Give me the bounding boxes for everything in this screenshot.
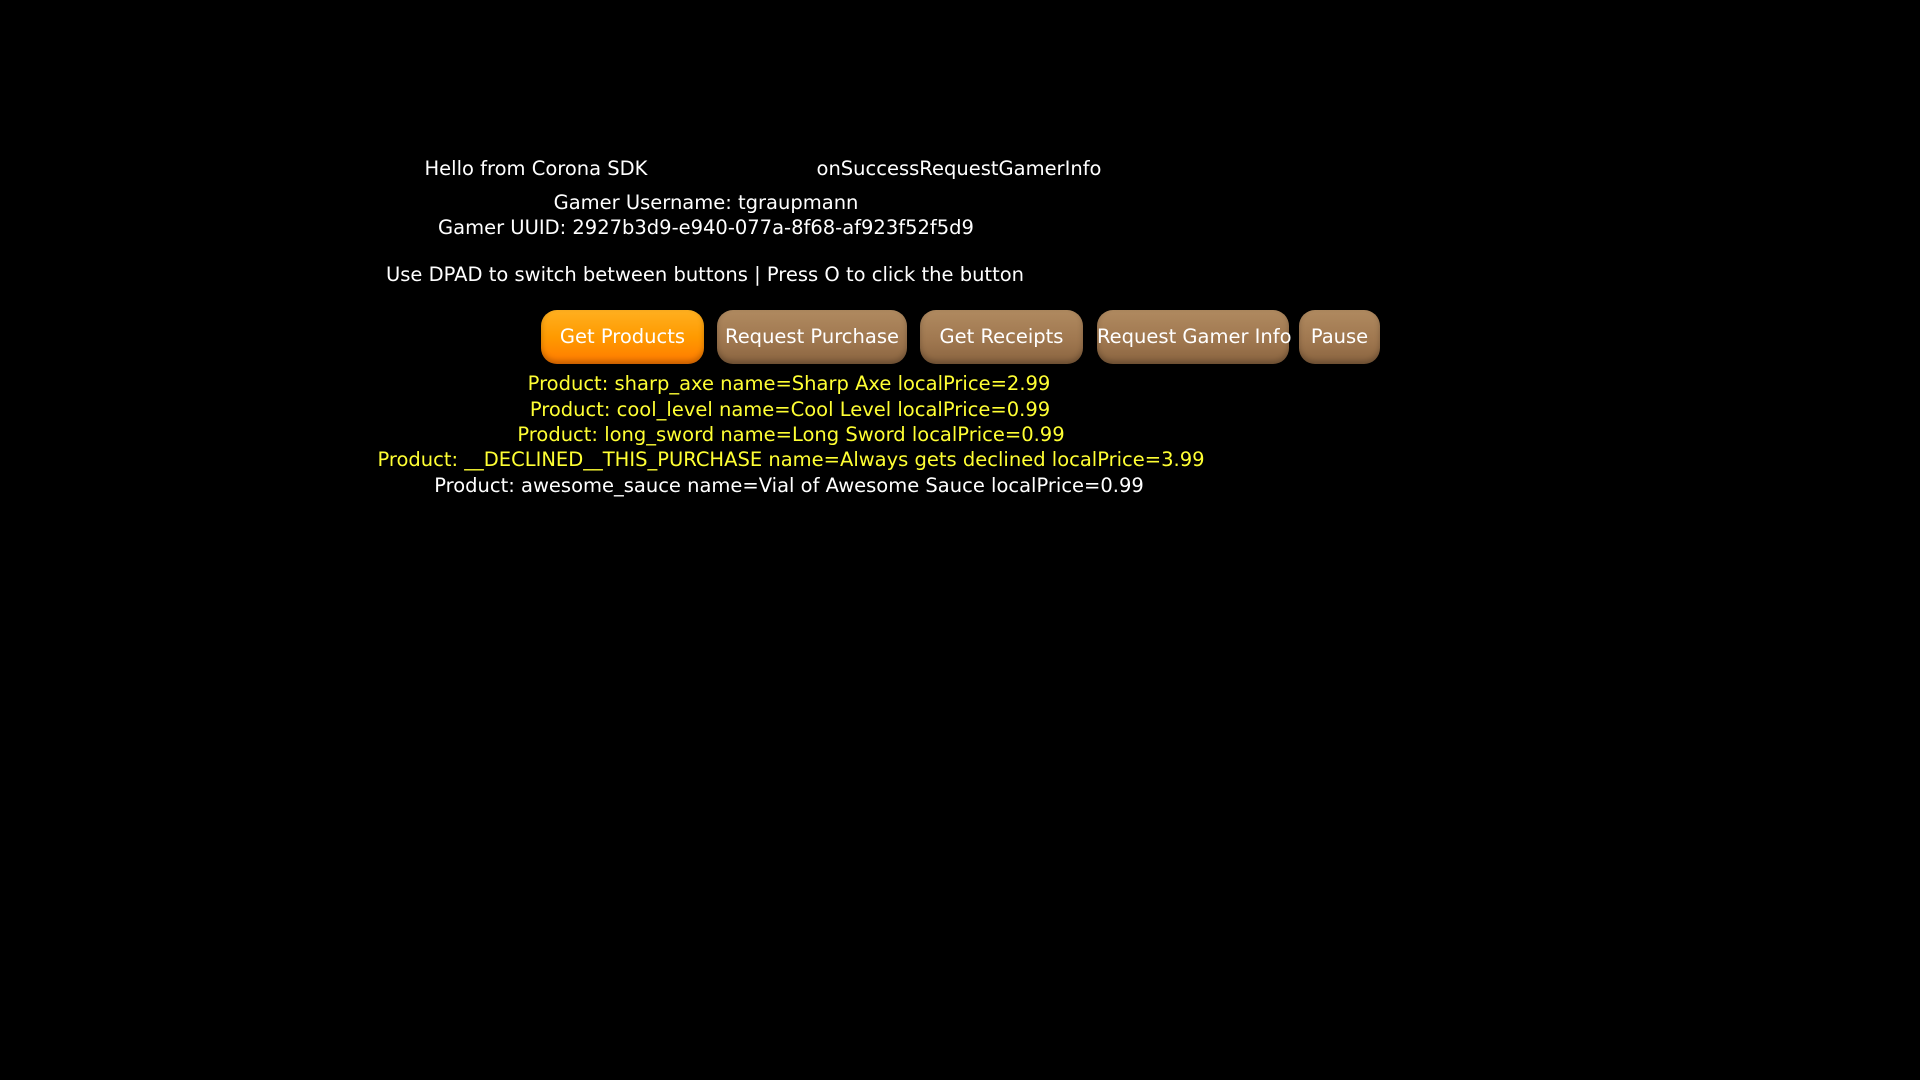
get-products-button[interactable]: Get Products <box>541 310 704 364</box>
status-text: onSuccessRequestGamerInfo <box>816 157 1102 180</box>
pause-button[interactable]: Pause <box>1299 310 1380 364</box>
product-line: Product: cool_level name=Cool Level localPrice=0.99 <box>529 398 1051 421</box>
product-line: Product: sharp_axe name=Sharp Axe localPrice=2.99 <box>527 372 1051 395</box>
product-line: Product: long_sword name=Long Sword localPrice=0.99 <box>517 423 1065 446</box>
request-purchase-button[interactable]: Request Purchase <box>717 310 907 364</box>
gamer-uuid: Gamer UUID: 2927b3d9-e940-077a-8f68-af923f52f5d9 <box>438 216 974 239</box>
gamer-username: Gamer Username: tgraupmann <box>553 191 859 214</box>
product-line: Product: __DECLINED__THIS_PURCHASE name=Always gets declined localPrice=3.99 <box>377 448 1205 471</box>
product-line: Product: awesome_sauce name=Vial of Awesome Sauce localPrice=0.99 <box>434 474 1144 497</box>
hello-text: Hello from Corona SDK <box>424 157 648 180</box>
get-receipts-button[interactable]: Get Receipts <box>920 310 1083 364</box>
request-gamer-info-button[interactable]: Request Gamer Info <box>1097 310 1289 364</box>
instructions-text: Use DPAD to switch between buttons | Press O to click the button <box>385 263 1025 286</box>
